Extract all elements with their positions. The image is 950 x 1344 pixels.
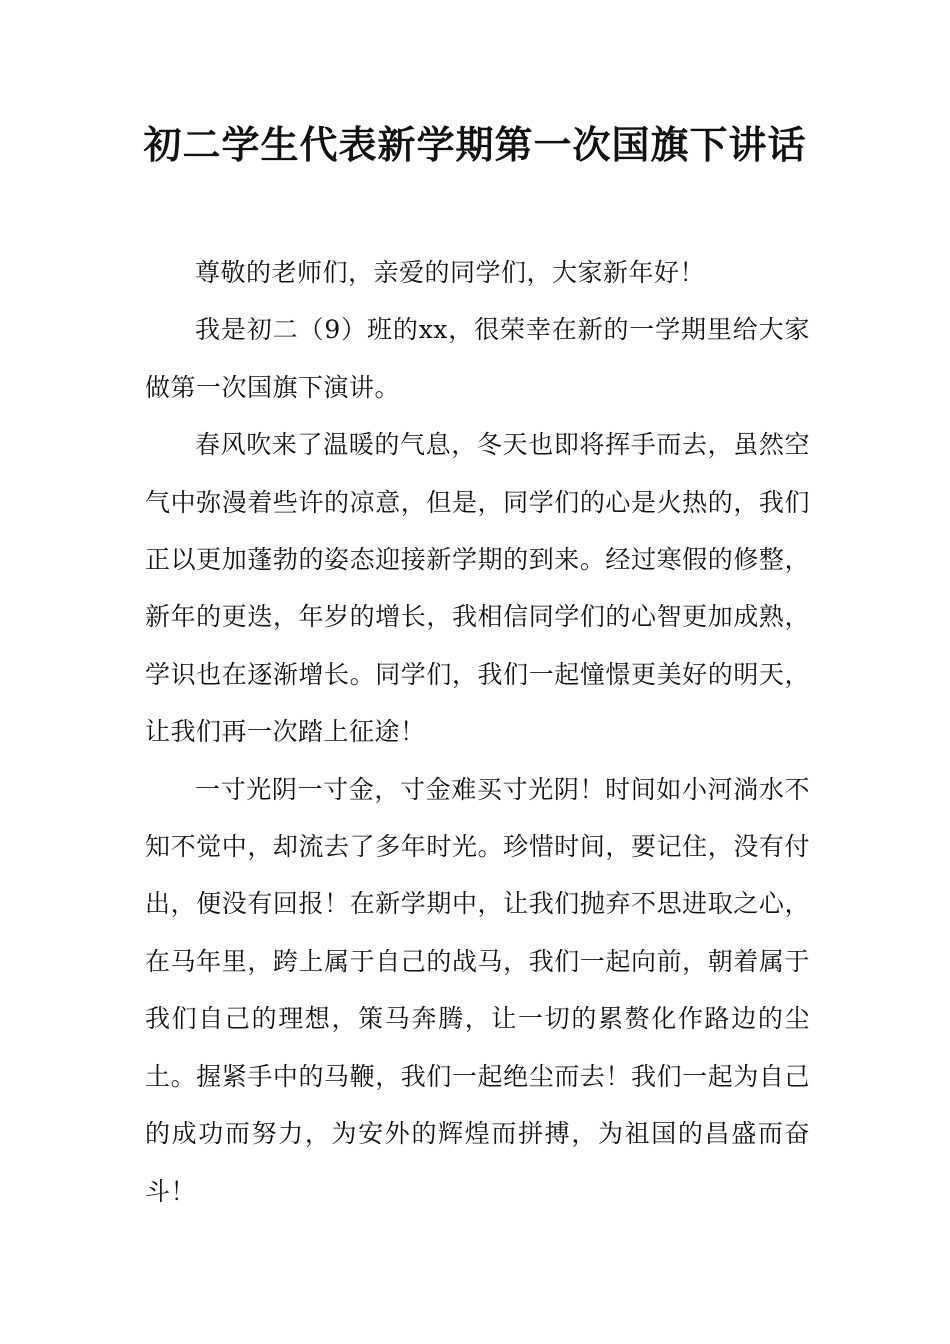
paragraph-time: 一寸光阴一寸金，寸金难买寸光阴！时间如小河淌水不知不觉中，却流去了多年时光。珍惜时间，要记住，没有付出，便没有回报！在新学期中，让我们抛弃不思进取之心，在马年里，跨上属于自己的战马，我们一起向前，朝着属于我们自己的理想，策马奔腾，让一切的累赘化作路边的尘土。握紧手中的马鞭，我们一起绝尘而去！我们一起为自己的成功而努力，为安外的辉煌而拼搏，为祖国的昌盛而奋斗！ [145,774,810,1206]
speech-body [145,244,810,1220]
paragraph-introduction: 我是初二（9）班的xx，很荣幸在新的一学期里给大家做第一次国旗下演讲。 [145,315,810,402]
page-title: 初二学生代表新学期第一次国旗下讲话 [143,122,807,167]
paragraph-spring: 春风吹来了温暖的气息，冬天也即将挥手而去，虽然空气中弥漫着些许的凉意，但是，同学们的心是火热的，我们正以更加蓬勃的姿态迎接新学期的到来。经过寒假的修整，新年的更迭，年岁的增长，我相信同学们的心智更加成熟，学识也在逐渐增长。同学们，我们一起憧憬更美好的明天，让我们再一次踏上征途！ [145,430,810,747]
paragraph-greeting: 尊敬的老师们，亲爱的同学们，大家新年好！ [195,258,706,287]
